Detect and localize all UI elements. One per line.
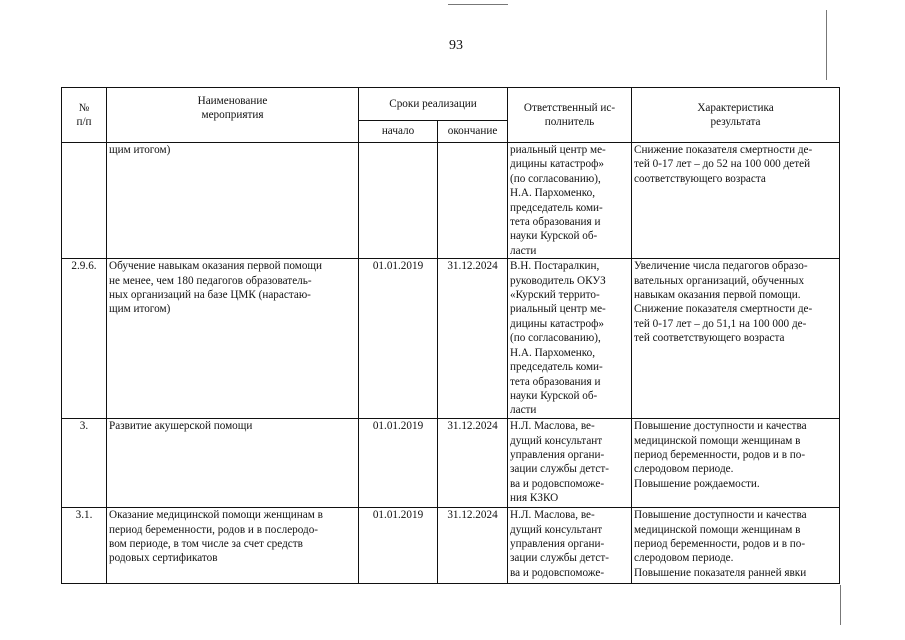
row-responsible-cell: [508, 508, 632, 584]
header-name-text: Наименование мероприятия: [197, 95, 268, 122]
header-name: [107, 88, 359, 143]
header-start-text: начало: [381, 125, 415, 138]
header-deadlines-text: Сроки реализации: [389, 97, 477, 110]
header-end-text: окончание: [447, 125, 498, 138]
scan-artifact-top-line: [448, 4, 508, 5]
row-end-cell: [438, 259, 508, 419]
row-responsible-cell: [508, 143, 632, 259]
scan-artifact-right-line: [826, 10, 827, 80]
row-result-cell: [632, 419, 840, 508]
row-start-cell: [359, 508, 438, 584]
row-responsible: В.Н. Постаралкин, руководитель ОКУЗ «Курский террито- риальный центр ме- дицины катастроф» (по согласованию), Н.А. Пархоменко, председатель коми- тета образования и науки Курской об- ласти: [510, 260, 606, 417]
table-row: [62, 419, 840, 508]
row-number: 2.9.6.: [71, 260, 97, 273]
row-responsible: Н.Л. Маслова, ве- дущий консультант управления органи- зации службы детст- ва и родовспоможе-: [510, 509, 610, 579]
header-responsible-text: Ответственный ис- полнитель: [523, 101, 616, 128]
table-row: [62, 259, 840, 419]
row-start: 01.01.2019: [372, 420, 424, 433]
header-end: [438, 121, 508, 143]
row-end-cell: [438, 143, 508, 259]
row-end-cell: [438, 508, 508, 584]
row-name-cell: [107, 259, 359, 419]
row-name: щим итогом): [109, 144, 171, 156]
measures-table: [61, 87, 840, 584]
row-start-cell: [359, 259, 438, 419]
row-end: 31.12.2024: [447, 260, 498, 273]
row-responsible: риальный центр ме- дицины катастроф» (по согласованию), Н.А. Пархоменко, председатель коми- тета образования и науки Курской об- ласти: [510, 144, 606, 257]
row-result: Увеличение числа педагогов образо- вательных организаций, обученных навыкам оказания первой помощи. Снижение показателя смертности де- тей 0-17 лет – до 51,1 на 100 000 де- тей соответствующего возраста: [634, 260, 813, 345]
row-responsible-cell: [508, 419, 632, 508]
row-result: Повышение доступности и качества медицинской помощи женщинам в период беременности, родов и в по- слеродовом периоде. Повышение рождаемости.: [634, 420, 807, 490]
row-result-cell: [632, 143, 840, 259]
row-number-cell: [62, 143, 107, 259]
row-start: 01.01.2019: [372, 509, 424, 522]
row-number-cell: [62, 259, 107, 419]
header-responsible: [508, 88, 632, 143]
row-name: Развитие акушерской помощи: [109, 420, 253, 433]
row-number-cell: [62, 419, 107, 508]
row-number-cell: [62, 508, 107, 584]
row-responsible-cell: [508, 259, 632, 419]
row-start-cell: [359, 143, 438, 259]
row-result-cell: [632, 259, 840, 419]
row-start: 01.01.2019: [372, 260, 424, 273]
row-number: 3.: [79, 420, 89, 433]
row-name: Оказание медицинской помощи женщинам в период беременности, родов и в послеродо- вом периоде, в том числе за счет средств родовых сертификатов: [109, 509, 323, 565]
row-name-cell: [107, 419, 359, 508]
row-number: 3.1.: [75, 509, 93, 522]
scan-artifact-right-line-lower: [840, 585, 841, 625]
row-end: 31.12.2024: [447, 509, 498, 522]
header-result: [632, 88, 840, 143]
row-start-cell: [359, 419, 438, 508]
table-row: [62, 143, 840, 259]
row-name-cell: [107, 143, 359, 259]
row-name-cell: [107, 508, 359, 584]
row-end: 31.12.2024: [447, 420, 498, 433]
row-responsible: Н.Л. Маслова, ве- дущий консультант управления органи- зации службы детст- ва и родовспоможе- ния КЗКО: [510, 420, 610, 505]
row-result: Повышение доступности и качества медицинской помощи женщинам в период беременности, родов и в по- слеродовом периоде. Повышение показателя ранней явки: [634, 509, 807, 579]
row-result: Снижение показателя смертности де- тей 0-17 лет – до 52 на 100 000 детей соответствующего возраста: [634, 144, 813, 185]
row-result-cell: [632, 508, 840, 584]
row-name: Обучение навыкам оказания первой помощи не менее, чем 180 педагогов образователь- ных организаций на базе ЦМК (нарастаю- щим итогом): [109, 260, 323, 316]
header-result-text: Характеристика результата: [697, 101, 774, 128]
header-number-text: № п/п: [76, 101, 92, 128]
table-row: [62, 508, 840, 584]
row-end-cell: [438, 419, 508, 508]
page-number: 93: [449, 38, 463, 53]
header-start: [359, 121, 438, 143]
header-deadlines: [359, 88, 508, 121]
header-number: [62, 88, 107, 143]
